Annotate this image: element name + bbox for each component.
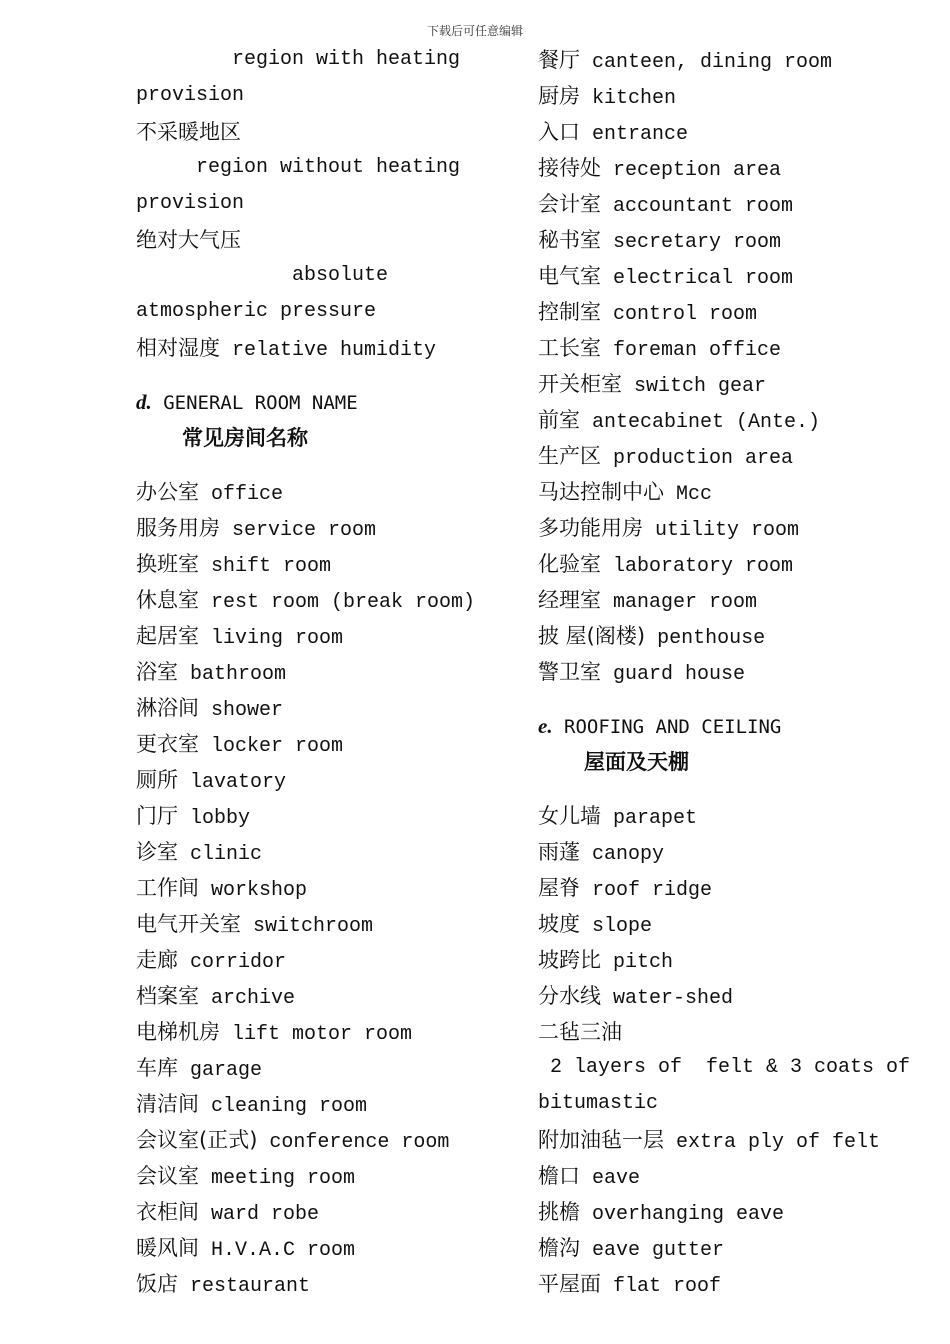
term-zh: 经理室 <box>538 588 601 612</box>
term-en: shift room <box>199 555 332 578</box>
term-zh: 控制室 <box>538 300 601 324</box>
section-title-zh: 常见房间名称 <box>182 426 308 450</box>
term-line <box>538 186 938 222</box>
term-line <box>136 618 516 654</box>
term-en: ward robe <box>199 1203 320 1226</box>
term-zh: 淋浴间 <box>136 696 199 720</box>
term-line <box>538 114 938 150</box>
term-line <box>136 834 516 870</box>
term-zh: 不采暖地区 <box>136 120 241 144</box>
term-en: control room <box>601 303 758 326</box>
term-line <box>136 1266 516 1302</box>
term-en: lift motor room <box>220 1023 413 1046</box>
term-line <box>136 78 516 114</box>
term-line <box>538 258 938 294</box>
term-zh: 门厅 <box>136 804 178 828</box>
term-en: guard house <box>601 663 746 686</box>
term-line <box>136 186 516 222</box>
term-en: workshop <box>199 879 308 902</box>
term-line <box>136 1194 516 1230</box>
term-en: region without heating <box>136 156 461 179</box>
term-zh: 绝对大气压 <box>136 228 241 252</box>
term-en: reception area <box>601 159 782 182</box>
term-zh: 平屋面 <box>538 1272 601 1296</box>
term-line <box>136 294 516 330</box>
term-line <box>538 366 938 402</box>
term-en: antecabinet (Ante.) <box>580 411 821 434</box>
term-en: penthouse <box>645 627 766 650</box>
term-line <box>538 330 938 366</box>
term-en: provision <box>136 84 245 107</box>
term-zh: 雨蓬 <box>538 840 580 864</box>
term-en: clinic <box>178 843 263 866</box>
term-line <box>136 726 516 762</box>
term-zh: 档案室 <box>136 984 199 1008</box>
term-zh: 暖风间 <box>136 1236 199 1260</box>
term-line <box>538 546 938 582</box>
term-en: extra ply of felt <box>664 1131 881 1154</box>
term-line <box>538 906 938 942</box>
term-en: provision <box>136 192 245 215</box>
term-en: rest room (break room) <box>199 591 476 614</box>
term-zh: 会议室 <box>136 1164 199 1188</box>
term-en: relative humidity <box>220 339 437 362</box>
term-zh: 餐厅 <box>538 48 580 72</box>
term-zh: 电梯机房 <box>136 1020 220 1044</box>
term-zh: 相对湿度 <box>136 336 220 360</box>
term-line <box>538 294 938 330</box>
term-zh: 化验室 <box>538 552 601 576</box>
term-en: accountant room <box>601 195 794 218</box>
term-line <box>136 474 516 510</box>
term-en: bitumastic <box>538 1092 659 1115</box>
term-en: lavatory <box>178 771 287 794</box>
term-en: roof ridge <box>580 879 713 902</box>
term-zh: 二毡三油 <box>538 1020 622 1044</box>
term-en: H.V.A.C room <box>199 1239 356 1262</box>
term-line <box>538 1230 938 1266</box>
term-en: living room <box>199 627 344 650</box>
term-zh: 服务用房 <box>136 516 220 540</box>
term-line <box>538 978 938 1014</box>
term-zh: 电气开关室 <box>136 912 241 936</box>
term-en: flat roof <box>601 1275 722 1298</box>
section-title-en: ROOFING AND CEILING <box>552 716 782 738</box>
term-line <box>538 582 938 618</box>
term-line <box>538 618 938 654</box>
term-en: lobby <box>178 807 251 830</box>
term-en: bathroom <box>178 663 287 686</box>
term-line <box>136 978 516 1014</box>
term-zh: 马达控制中心 <box>538 480 664 504</box>
term-zh: 秘书室 <box>538 228 601 252</box>
term-en: entrance <box>580 123 689 146</box>
term-zh: 厕所 <box>136 768 178 792</box>
term-zh: 工长室 <box>538 336 601 360</box>
term-en: absolute <box>136 264 389 287</box>
term-en: office <box>199 483 284 506</box>
term-zh: 警卫室 <box>538 660 601 684</box>
section-title-en: GENERAL ROOM NAME <box>151 392 358 414</box>
term-zh: 分水线 <box>538 984 601 1008</box>
term-line <box>538 1122 938 1158</box>
term-line <box>136 150 516 186</box>
right-column <box>538 42 938 1302</box>
term-en: parapet <box>601 807 698 830</box>
term-en: Mcc <box>664 483 713 506</box>
term-line <box>538 42 938 78</box>
term-zh: 衣柜间 <box>136 1200 199 1224</box>
term-line <box>538 870 938 906</box>
section-title-zh: 屋面及天棚 <box>584 750 689 774</box>
term-zh: 浴室 <box>136 660 178 684</box>
term-zh: 生产区 <box>538 444 601 468</box>
term-line <box>136 330 516 366</box>
term-line <box>136 258 516 294</box>
term-line <box>538 1086 938 1122</box>
term-en: region with heating <box>136 48 461 71</box>
term-zh: 屋脊 <box>538 876 580 900</box>
term-zh: 女儿墙 <box>538 804 601 828</box>
term-line <box>136 222 516 258</box>
term-en: service room <box>220 519 377 542</box>
term-line <box>538 78 938 114</box>
term-line <box>136 114 516 150</box>
term-en: manager room <box>601 591 758 614</box>
term-en: secretary room <box>601 231 782 254</box>
term-en: meeting room <box>199 1167 356 1190</box>
term-zh: 厨房 <box>538 84 580 108</box>
term-zh: 起居室 <box>136 624 199 648</box>
term-line <box>136 1086 516 1122</box>
term-en: switchroom <box>241 915 374 938</box>
term-en: shower <box>199 699 284 722</box>
term-zh: 坡度 <box>538 912 580 936</box>
term-line <box>136 1050 516 1086</box>
term-en: laboratory room <box>601 555 794 578</box>
term-zh: 办公室 <box>136 480 199 504</box>
term-zh: 更衣室 <box>136 732 199 756</box>
term-zh: 换班室 <box>136 552 199 576</box>
term-zh: 休息室 <box>136 588 199 612</box>
term-line <box>538 798 938 834</box>
term-line <box>136 510 516 546</box>
term-en: corridor <box>178 951 287 974</box>
term-line <box>136 870 516 906</box>
term-en: water-shed <box>601 987 734 1010</box>
term-line <box>136 942 516 978</box>
term-line <box>136 582 516 618</box>
term-line <box>538 1014 938 1050</box>
term-en: canteen, dining room <box>580 51 833 74</box>
term-line <box>136 42 516 78</box>
term-line <box>538 510 938 546</box>
term-line <box>136 546 516 582</box>
term-zh: 入口 <box>538 120 580 144</box>
term-line <box>136 1230 516 1266</box>
term-line <box>538 1194 938 1230</box>
term-line <box>538 402 938 438</box>
term-line <box>538 474 938 510</box>
term-en: pitch <box>601 951 674 974</box>
term-line <box>136 1014 516 1050</box>
term-en: production area <box>601 447 794 470</box>
term-en: locker room <box>199 735 344 758</box>
term-zh: 工作间 <box>136 876 199 900</box>
term-line <box>136 798 516 834</box>
term-line <box>538 222 938 258</box>
section-letter: e. <box>538 714 553 738</box>
term-en: archive <box>199 987 296 1010</box>
section-heading <box>136 384 516 420</box>
term-zh: 会计室 <box>538 192 601 216</box>
term-zh: 会议室(正式) <box>136 1128 258 1152</box>
term-en: garage <box>178 1059 263 1082</box>
term-line <box>136 762 516 798</box>
term-line <box>136 1122 516 1158</box>
term-zh: 饭店 <box>136 1272 178 1296</box>
term-zh: 电气室 <box>538 264 601 288</box>
term-en: atmospheric pressure <box>136 300 377 323</box>
term-zh: 接待处 <box>538 156 601 180</box>
term-en: slope <box>580 915 653 938</box>
term-line <box>538 1266 938 1302</box>
term-en: foreman office <box>601 339 782 362</box>
left-column <box>136 42 516 1302</box>
term-zh: 走廊 <box>136 948 178 972</box>
term-zh: 附加油毡一层 <box>538 1128 664 1152</box>
term-zh: 诊室 <box>136 840 178 864</box>
term-en: electrical room <box>601 267 794 290</box>
term-line <box>136 654 516 690</box>
term-line <box>538 942 938 978</box>
page-header: 下载后可任意编辑 <box>426 24 523 38</box>
term-line <box>538 150 938 186</box>
term-zh: 多功能用房 <box>538 516 643 540</box>
term-line <box>538 654 938 690</box>
section-letter: d. <box>136 390 152 414</box>
term-en: kitchen <box>580 87 677 110</box>
term-en: overhanging eave <box>580 1203 785 1226</box>
section-heading <box>538 708 938 744</box>
term-en: eave gutter <box>580 1239 725 1262</box>
term-en: canopy <box>580 843 665 866</box>
term-zh: 开关柜室 <box>538 372 622 396</box>
term-en: eave <box>580 1167 641 1190</box>
term-zh: 前室 <box>538 408 580 432</box>
term-zh: 清洁间 <box>136 1092 199 1116</box>
term-zh: 披 屋(阁楼) <box>538 624 646 648</box>
term-en: 2 layers of felt & 3 coats of <box>538 1056 911 1079</box>
term-en: cleaning room <box>199 1095 368 1118</box>
term-line <box>538 1158 938 1194</box>
term-en: switch gear <box>622 375 767 398</box>
term-line <box>136 690 516 726</box>
term-en: utility room <box>643 519 800 542</box>
term-zh: 檐沟 <box>538 1236 580 1260</box>
term-en: restaurant <box>178 1275 311 1298</box>
term-line <box>136 1158 516 1194</box>
term-zh: 檐口 <box>538 1164 580 1188</box>
term-line <box>538 834 938 870</box>
term-zh: 车库 <box>136 1056 178 1080</box>
term-zh: 挑檐 <box>538 1200 580 1224</box>
term-zh: 坡跨比 <box>538 948 601 972</box>
term-en: conference room <box>257 1131 450 1154</box>
term-line <box>538 1050 938 1086</box>
term-line <box>136 906 516 942</box>
term-line <box>538 438 938 474</box>
